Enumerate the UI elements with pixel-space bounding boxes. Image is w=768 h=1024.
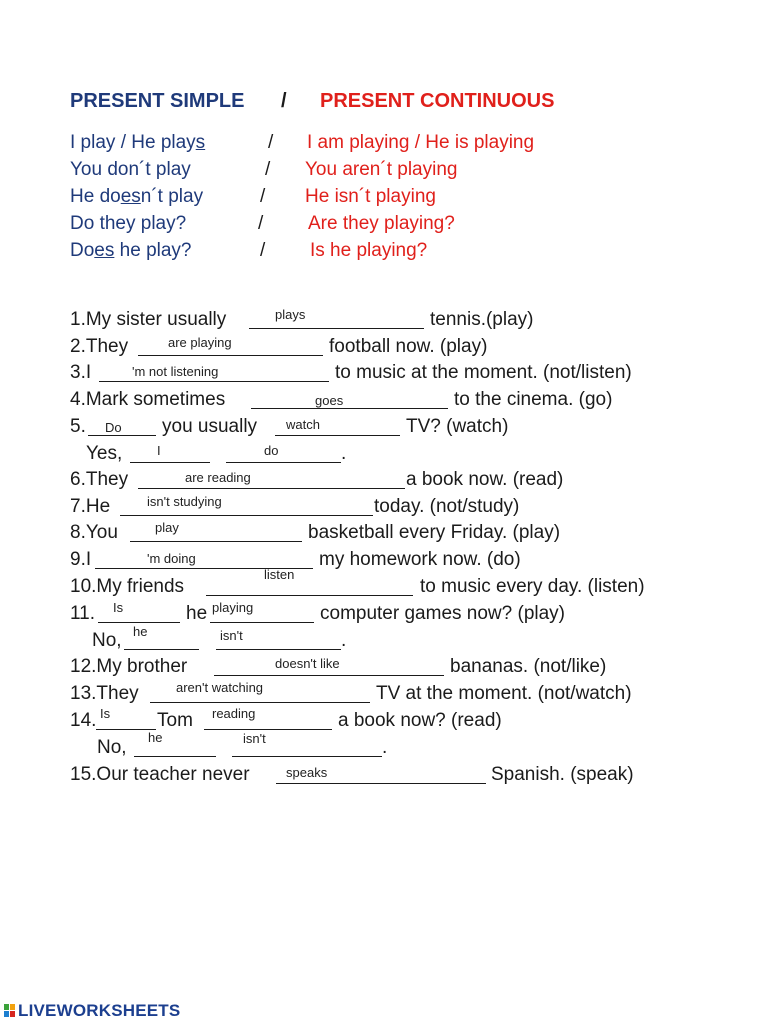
liveworksheets-brand-text: LIVEWORKSHEETS (18, 1001, 181, 1020)
reference-slash-4: / (258, 213, 264, 234)
exercise-4-answer[interactable]: goes (315, 393, 344, 408)
exercise-14-blank-2[interactable] (204, 729, 332, 730)
exercise-13-blank[interactable] (150, 702, 370, 703)
exercise-4-blank[interactable] (251, 408, 448, 409)
exercise-11b-answer-1[interactable]: he (133, 624, 148, 639)
exercise-8-answer[interactable]: play (155, 520, 179, 535)
exercise-11b-blank-2[interactable] (216, 649, 341, 650)
exercise-14-blank-1[interactable] (96, 729, 156, 730)
liveworksheets-logo[interactable] (4, 1000, 180, 1022)
exercise-1-blank[interactable] (249, 328, 424, 329)
exercise-11b-answer-2[interactable]: isn't (220, 628, 243, 643)
exercise-8-text-end: basketball every Friday. (play) (308, 522, 561, 543)
exercise-7-text-end: today. (not/study) (374, 496, 520, 517)
exercise-10-text: 10.My friends (70, 576, 185, 597)
exercise-6-answer[interactable]: are reading (185, 470, 251, 485)
exercise-11-text: 11. (70, 603, 96, 624)
exercise-14b-blank-1[interactable] (134, 756, 216, 757)
exercise-12-blank[interactable] (214, 675, 444, 676)
exercise-4-text-end: to the cinema. (go) (454, 389, 613, 410)
reference-slash-3: / (260, 186, 266, 207)
reference-continuous-2: You aren´t playing (305, 159, 458, 180)
exercise-5-blank-1[interactable] (88, 435, 156, 436)
exercise-11b-blank-1[interactable] (124, 649, 199, 650)
exercise-5-answer-2[interactable]: watch (286, 417, 320, 432)
exercise-2-blank[interactable] (138, 355, 323, 356)
reference-simple-2: You don´t play (70, 159, 191, 180)
exercise-15-text: 15.Our teacher never (70, 764, 250, 785)
present-simple-title: PRESENT SIMPLE (70, 90, 245, 112)
exercise-14-text: 14. (70, 710, 97, 731)
exercise-5-text-mid: you usually (162, 416, 258, 437)
exercise-13-answer[interactable]: aren't watching (176, 680, 264, 695)
exercise-14-text-mid: Tom (157, 710, 193, 731)
exercise-11b-text-end: . (341, 630, 347, 651)
reference-slash-2: / (265, 159, 271, 180)
exercise-5b-text-end: . (341, 443, 347, 464)
exercise-11-blank-2[interactable] (210, 622, 314, 623)
exercise-11-blank-1[interactable] (98, 622, 180, 623)
reference-simple-4: Do they play? (70, 213, 187, 234)
exercise-11b-text: No, (92, 630, 122, 651)
exercise-5b-blank-2[interactable] (226, 462, 341, 463)
exercise-7-answer[interactable]: isn't studying (147, 494, 222, 509)
reference-continuous-4: Are they playing? (308, 213, 455, 234)
reference-slash-1: / (268, 132, 274, 153)
exercise-10-text-end: to music every day. (listen) (420, 576, 645, 597)
exercise-4-text: 4.Mark sometimes (70, 389, 226, 410)
exercise-14b-answer-2[interactable]: isn't (243, 731, 266, 746)
title-slash: / (281, 90, 287, 112)
exercise-3-blank[interactable] (99, 381, 329, 382)
present-continuous-title: PRESENT CONTINUOUS (320, 90, 555, 112)
exercise-3-text-end: to music at the moment. (not/listen) (335, 362, 632, 383)
exercise-5-blank-2[interactable] (275, 435, 400, 436)
exercise-15-text-end: Spanish. (speak) (491, 764, 634, 785)
exercise-6-text: 6.They (70, 469, 129, 490)
exercise-11-text-mid: he (186, 603, 208, 624)
exercise-10-answer[interactable]: listen (264, 567, 295, 582)
exercise-1-answer[interactable]: plays (275, 307, 306, 322)
reference-simple-3: He doesn´t play (70, 186, 204, 207)
reference-continuous-1: I am playing / He is playing (307, 132, 535, 153)
exercise-11-text-end: computer games now? (play) (320, 603, 565, 624)
reference-slash-5: / (260, 240, 266, 261)
reference-continuous-5: Is he playing? (310, 240, 428, 261)
exercise-9-text: 9.I (70, 549, 92, 570)
exercise-14-text-end: a book now? (read) (338, 710, 502, 731)
exercise-15-answer[interactable]: speaks (286, 765, 328, 780)
exercise-8-blank[interactable] (130, 541, 302, 542)
exercise-9-text-end: my homework now. (do) (319, 549, 521, 570)
exercise-12-text: 12.My brother (70, 656, 188, 677)
exercise-5-answer-1[interactable]: Do (105, 420, 122, 435)
exercise-11-answer-2[interactable]: playing (212, 600, 254, 615)
exercise-14b-text-end: . (382, 737, 388, 758)
exercise-2-text: 2.They (70, 336, 129, 357)
exercise-3-answer[interactable]: 'm not listening (132, 364, 219, 379)
liveworksheets-logo-icon (4, 1004, 16, 1018)
exercise-11-answer-1[interactable]: Is (113, 600, 124, 615)
exercise-3-text: 3.I (70, 362, 92, 383)
exercise-13-text: 13.They (70, 683, 139, 704)
exercise-15-blank[interactable] (276, 783, 486, 784)
exercise-7-text: 7.He (70, 496, 111, 517)
exercise-6-blank[interactable] (138, 488, 405, 489)
exercise-5b-answer-1[interactable]: I (157, 443, 161, 458)
reference-continuous-3: He isn´t playing (305, 186, 436, 207)
exercise-6-text-end: a book now. (read) (406, 469, 564, 490)
exercise-14-answer-1[interactable]: Is (100, 706, 111, 721)
exercise-5-text: 5. (70, 416, 86, 437)
exercise-14b-text: No, (97, 737, 127, 758)
exercise-12-answer[interactable]: doesn't like (275, 656, 340, 671)
exercise-1-text: 1.My sister usually (70, 309, 227, 330)
exercise-5b-answer-2[interactable]: do (264, 443, 279, 458)
exercise-8-text: 8.You (70, 522, 118, 543)
exercise-12-text-end: bananas. (not/like) (450, 656, 607, 677)
exercise-5b-text: Yes, (86, 443, 123, 464)
exercise-5-text-end: TV? (watch) (406, 416, 509, 437)
exercise-7-blank[interactable] (120, 515, 373, 516)
exercise-14b-answer-1[interactable]: he (148, 730, 163, 745)
exercise-14-answer-2[interactable]: reading (212, 706, 256, 721)
reference-simple-1: I play / He plays (70, 132, 206, 153)
exercise-1-text-end: tennis.(play) (430, 309, 534, 330)
reference-simple-5: Does he play? (70, 240, 192, 261)
exercise-13-text-end: TV at the moment. (not/watch) (376, 683, 632, 704)
exercise-9-answer[interactable]: 'm doing (147, 551, 196, 566)
exercise-14b-blank-2[interactable] (232, 756, 382, 757)
exercise-5b-blank-1[interactable] (130, 462, 210, 463)
exercise-10-blank[interactable] (206, 595, 413, 596)
exercise-2-answer[interactable]: are playing (168, 335, 232, 350)
exercise-2-text-end: football now. (play) (329, 336, 488, 357)
